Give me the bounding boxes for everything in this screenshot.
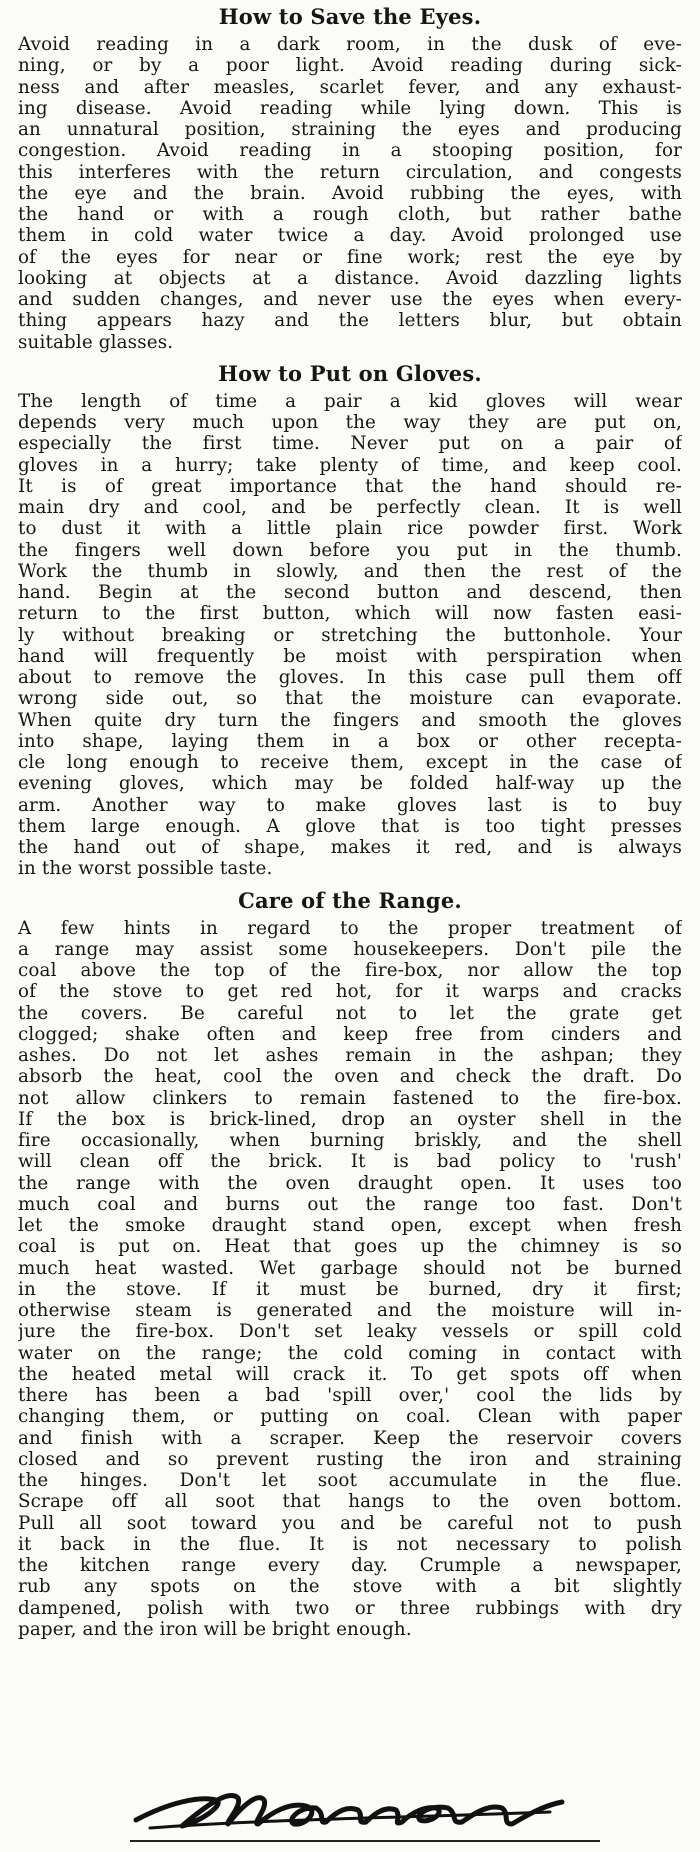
section-care-of-range: [18, 888, 682, 1641]
text-line: ly without breaking or stretching the buttonhole. Your: [18, 624, 682, 646]
text-line: depends very much upon the way they are put on,: [18, 412, 682, 433]
text-line: otherwise steam is generated and the moisture will in-: [18, 1300, 682, 1321]
text-line: ashes. Do not let ashes remain in the ashpan; they: [18, 1045, 682, 1066]
text-line: fire occasionally, when burning briskly, and the shell: [18, 1130, 682, 1151]
text-line: the covers. Be careful not to let the grate get: [18, 1002, 682, 1024]
text-line: main dry and cool, and be perfectly clean. It is well: [18, 497, 682, 518]
text-line: into shape, laying them in a box or other recepta-: [18, 730, 682, 752]
text-line: a range may assist some housekeepers. Don't pile the: [18, 938, 682, 960]
text-line: hand will frequently be moist with perspiration when: [18, 645, 682, 667]
section-heading: How to Save the Eyes.: [218, 4, 482, 29]
text-line: the hand out of shape, makes it red, and is always: [18, 837, 682, 858]
text-line: ing disease. Avoid reading while lying down. This is: [18, 97, 682, 119]
text-line: It is of great importance that the hand should re-: [18, 475, 682, 497]
text-line: an unnatural position, straining the eyes and producing: [18, 119, 682, 140]
text-line: A few hints in regard to the proper treatment of: [18, 917, 682, 939]
text-line: them large enough. A glove that is too tight presses: [18, 815, 682, 837]
text-line: of the stove to get red hot, for it warps and cracks: [18, 981, 682, 1003]
text-line: clogged; shake often and keep free from cinders and: [18, 1023, 682, 1045]
text-line: the range with the oven draught open. It uses too: [18, 1172, 682, 1194]
text-line: looking at objects at a distance. Avoid dazzling lights: [18, 267, 682, 289]
text-line: will clean off the brick. It is bad policy to 'rush': [18, 1151, 682, 1173]
text-line: cle long enough to receive them, except in the case of: [18, 752, 682, 773]
text-line: Work the thumb in slowly, and then the rest of the: [18, 560, 682, 582]
text-line: coal above the top of the fire-box, nor allow the top: [18, 960, 682, 981]
text-line: thing appears hazy and the letters blur, but obtain: [18, 310, 682, 332]
text-line: hand. Begin at the second button and descend, then: [18, 582, 682, 603]
text-line: much heat wasted. Wet garbage should not be burned: [18, 1257, 682, 1279]
text-line: return to the first button, which will now fasten easi-: [18, 603, 682, 625]
text-line: Pull all soot toward you and be careful not to push: [18, 1512, 682, 1534]
text-line: wrong side out, so that the moisture can evaporate.: [18, 688, 682, 710]
text-line: about to remove the gloves. In this case pull them off: [18, 667, 682, 688]
text-line: jure the fire-box. Don't set leaky vessels or spill cold: [18, 1321, 682, 1343]
text-line: rub any spots on the stove with a bit slightly: [18, 1576, 682, 1598]
text-line: closed and so prevent rusting the iron and straining: [18, 1448, 682, 1470]
text-line: it back in the flue. It is not necessary to polish: [18, 1533, 682, 1555]
signature-script-icon: [130, 1762, 570, 1842]
text-line: and sudden changes, and never use the eyes when every-: [18, 289, 682, 310]
text-line: dampened, polish with two or three rubbings with dry: [18, 1597, 682, 1619]
text-line: in the worst possible taste.: [18, 858, 273, 880]
text-line: If the box is brick-lined, drop an oyster shell in the: [18, 1108, 682, 1130]
section-put-on-gloves: [18, 361, 682, 880]
text-line: ning, or by a poor light. Avoid reading during sick-: [18, 55, 682, 77]
bottom-rule: [130, 1840, 600, 1842]
text-line: arm. Another way to make gloves last is to buy: [18, 794, 682, 816]
text-line: them in cold water twice a day. Avoid prolonged use: [18, 225, 682, 247]
text-line: water on the range; the cold coming in contact with: [18, 1342, 682, 1364]
text-line: in the stove. If it must be burned, dry it first;: [18, 1278, 682, 1300]
text-line: evening gloves, which may be folded half-way up the: [18, 773, 682, 795]
text-line: Avoid reading in a dark room, in the dusk of eve-: [18, 34, 682, 55]
text-line: paper, and the iron will be bright enough.: [18, 1618, 412, 1640]
author-signature: [130, 1762, 570, 1842]
text-line: and finish with a scraper. Keep the reservoir covers: [18, 1427, 682, 1449]
section-body: [18, 391, 682, 880]
text-line: The length of time a pair a kid gloves will wear: [18, 390, 682, 412]
text-line: the hinges. Don't let soot accumulate in the flue.: [18, 1470, 682, 1491]
section-save-eyes: [18, 4, 682, 353]
text-line: let the smoke draught stand open, except when fresh: [18, 1215, 682, 1236]
text-line: gloves in a hurry; take plenty of time, and keep cool.: [18, 454, 682, 476]
text-line: Scrape off all soot that hangs to the oven bottom.: [18, 1491, 682, 1513]
section-body: [18, 34, 682, 353]
text-line: of the eyes for near or fine work; rest the eye by: [18, 246, 682, 268]
text-line: the fingers well down before you put in the thumb.: [18, 539, 682, 561]
text-line: congestion. Avoid reading in a stooping position, for: [18, 140, 682, 162]
section-body: [18, 918, 682, 1641]
text-line: changing them, or putting on coal. Clean with paper: [18, 1406, 682, 1428]
text-line: this interferes with the return circulation, and congests: [18, 161, 682, 183]
text-line: especially the first time. Never put on a pair of: [18, 433, 682, 455]
text-line: the kitchen range every day. Crumple a newspaper,: [18, 1555, 682, 1576]
text-line: much coal and burns out the range too fast. Don't: [18, 1193, 682, 1215]
text-line: not allow clinkers to remain fastened to the fire-box.: [18, 1087, 682, 1109]
text-line: the hand or with a rough cloth, but rather bathe: [18, 204, 682, 225]
section-heading: How to Put on Gloves.: [218, 360, 482, 386]
text-line: absorb the heat, cool the oven and check the draft. Do: [18, 1066, 682, 1088]
section-heading: Care of the Range.: [238, 887, 462, 913]
text-line: to dust it with a little plain rice powder first. Work: [18, 518, 682, 540]
text-line: ness and after measles, scarlet fever, and any exhaust-: [18, 76, 682, 98]
text-line: there has been a bad 'spill over,' cool the lids by: [18, 1385, 682, 1406]
text-line: coal is put on. Heat that goes up the chimney is so: [18, 1236, 682, 1258]
text-line: When quite dry turn the fingers and smooth the gloves: [18, 709, 682, 731]
text-line: the heated metal will crack it. To get spots off when: [18, 1363, 682, 1385]
text-line: the eye and the brain. Avoid rubbing the eyes, with: [18, 182, 682, 204]
text-line: suitable glasses.: [18, 331, 174, 353]
